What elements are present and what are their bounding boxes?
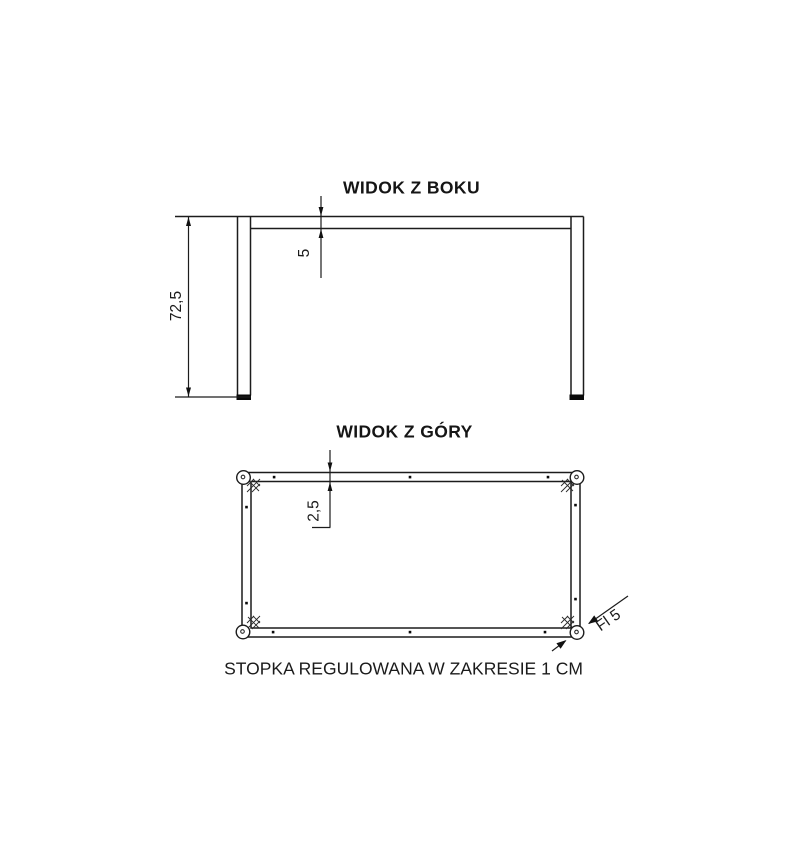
foot-circle-bottom-right [570,626,584,640]
thickness-dim-arrow-bottom [319,229,324,238]
foot-circle-bottom-left [236,625,250,639]
height-dim-arrow-top [186,217,191,226]
rail-width-arrow-top [328,463,333,472]
foot-diameter-value: Fl 5 [593,606,624,635]
side-view [168,178,584,401]
rail-width-dimension-value: 2,5 [305,500,323,522]
rail-dot [245,506,248,509]
rail-dot [547,476,550,479]
top-view-title: WIDOK Z GÓRY [336,421,473,442]
rail-width-arrow-bottom [328,482,333,491]
frame-outer-rect [242,473,580,638]
thickness-dim-arrow-top [319,207,324,216]
rail-dot [409,476,412,479]
frame-inner-rect [251,482,571,629]
thickness-dimension-value: 5 [296,248,313,258]
hatch-bottom-left [247,616,260,629]
rail-dot [245,602,248,605]
foot-circle-top-right [570,471,584,485]
foot-circle-top-left [237,471,251,485]
rail-dot [574,504,577,507]
height-dimension-value: 72,5 [168,290,185,322]
side-view-title: WIDOK Z BOKU [342,177,481,198]
foot-leader-arrow-lower [556,640,566,649]
rail-dot [409,631,412,634]
right-leg-foot [570,395,585,401]
rail-dot [272,631,275,634]
height-dim-arrow-bottom [186,388,191,397]
caption-text: STOPKA REGULOWANA W ZAKRESIE 1 CM [224,658,583,679]
rail-dot [273,476,276,479]
rail-dot [574,598,577,601]
rail-dot [544,631,547,634]
top-view [236,421,628,652]
